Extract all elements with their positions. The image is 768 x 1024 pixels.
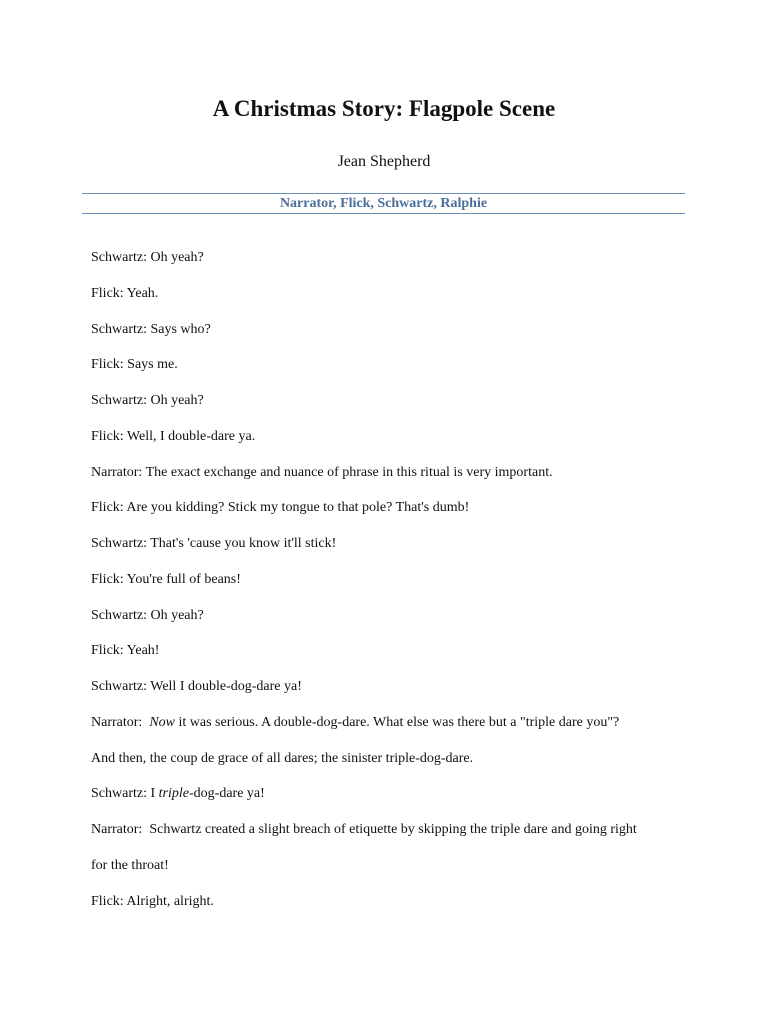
script-line [91, 892, 691, 912]
dialogue: The exact exchange and nuance of phrase in this ritual is very important. [145, 464, 553, 480]
speaker: Flick: [91, 357, 124, 373]
script-line [91, 498, 691, 518]
emphasis: Now [149, 714, 175, 730]
speaker: Flick: [91, 893, 124, 909]
script-line [91, 355, 691, 375]
script-line [91, 463, 691, 483]
script-line [91, 284, 691, 304]
dialogue: Well, I double-dare ya. [126, 428, 256, 444]
speaker: Flick: [91, 500, 124, 516]
script-line [91, 248, 691, 268]
author-name: Jean Shepherd [337, 153, 431, 170]
speaker: Narrator: [91, 464, 143, 480]
dialogue: You're full of beans! [126, 571, 241, 587]
speaker: Schwartz: [91, 321, 147, 337]
speaker: Narrator: [91, 822, 143, 837]
script-line [91, 606, 691, 626]
dialogue: That's 'cause you know it'll stick! [150, 536, 337, 551]
dialogue: it was serious. A double-dog-dare. What else was there but a "triple dare you"? [178, 714, 620, 730]
speaker: Flick: [91, 428, 124, 444]
dialogue: Yeah. [126, 285, 159, 301]
dialogue: Well I double-dog-dare ya! [150, 679, 302, 694]
cast-list: Narrator, Flick, Schwartz, Ralphie [82, 193, 685, 214]
emphasis: triple [158, 786, 189, 802]
script-body [91, 248, 691, 927]
speaker: Schwartz: [91, 250, 147, 265]
speaker: Schwartz: [91, 679, 147, 694]
speaker: Flick: [91, 285, 124, 301]
speaker: Schwartz: [91, 393, 147, 408]
script-line [91, 641, 691, 661]
script-line [91, 427, 691, 447]
script-line [91, 784, 691, 804]
script-line [91, 820, 691, 840]
dialogue: And then, the coup de grace of all dares; the sinister triple-dog-dare. [91, 750, 474, 766]
dialogue: Oh yeah? [150, 393, 204, 408]
dialogue: Are you kidding? Stick my tongue to that pole? That's dumb! [126, 500, 470, 516]
dialogue: -dog-dare ya! [189, 786, 265, 802]
speaker: Flick: [91, 643, 124, 659]
script-line [91, 677, 691, 697]
script-line [91, 570, 691, 590]
dialogue: Schwartz created a slight breach of etiquette by skipping the triple dare and going right [149, 822, 637, 837]
dialogue: Oh yeah? [150, 250, 204, 265]
script-line [91, 713, 691, 733]
document-title: A Christmas Story: Flagpole Scene [212, 96, 556, 121]
script-line [91, 320, 691, 340]
script-line-continuation [91, 856, 691, 876]
dialogue-prefix: I [150, 786, 156, 802]
dialogue: Alright, alright. [126, 893, 214, 909]
speaker: Narrator: [91, 714, 143, 730]
speaker: Flick: [91, 571, 124, 587]
dialogue: Yeah! [126, 643, 160, 659]
dialogue: for the throat! [91, 857, 169, 873]
dialogue: Says me. [127, 357, 178, 373]
speaker: Schwartz: [91, 536, 147, 551]
script-line [91, 391, 691, 411]
speaker: Schwartz: [91, 607, 147, 623]
script-line-continuation [91, 749, 691, 769]
speaker: Schwartz: [91, 786, 147, 802]
script-line [91, 534, 691, 554]
dialogue: Oh yeah? [150, 607, 204, 623]
dialogue: Says who? [150, 321, 211, 337]
